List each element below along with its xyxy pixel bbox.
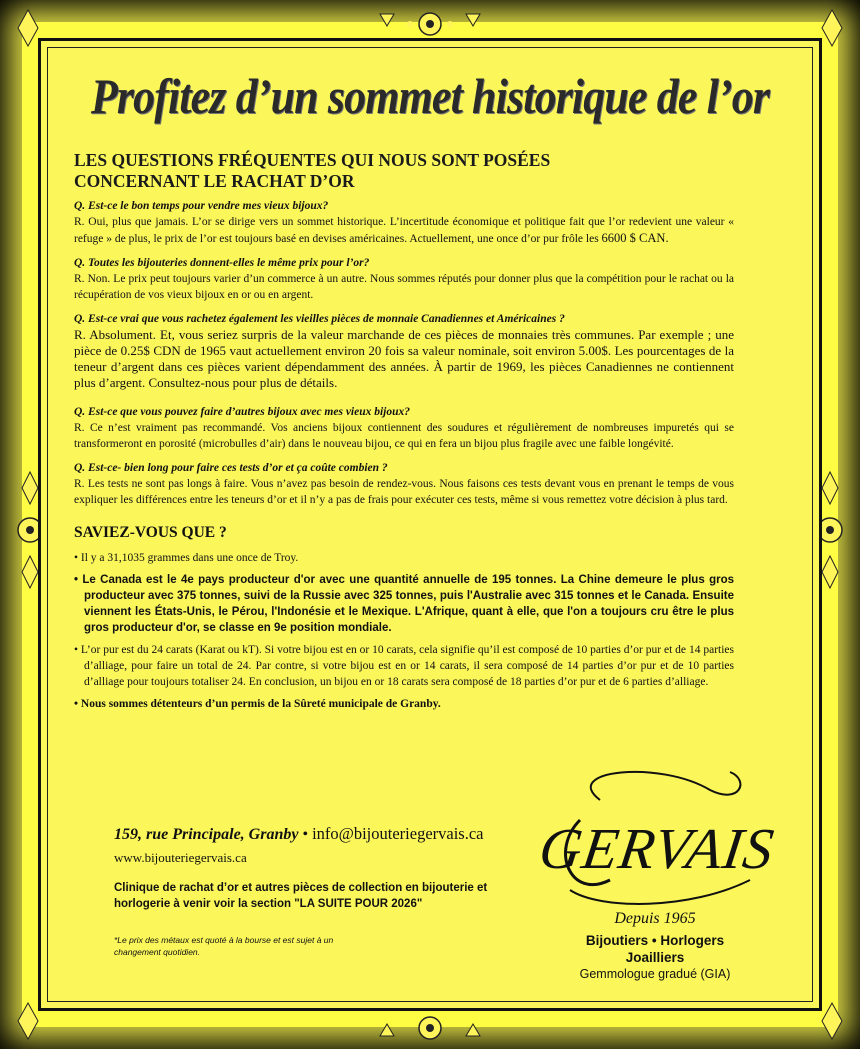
saviez-bullet-4: • Nous sommes détenteurs d’un permis de la Sûreté municipale de Granby.	[74, 698, 441, 710]
logo-wordmark: GERVAIS	[535, 816, 779, 881]
faq-question-2: Q. Toutes les bijouteries donnent-elles le même prix pour l’or?	[74, 257, 370, 269]
contact-separator: •	[298, 826, 313, 843]
contact-line	[114, 824, 483, 844]
faq-answer-3: R. Absolument. Et, vous seriez surpris de la valeur marchande de ces pièces de monnaies très communes. Par exemple ; une pièce de 0.25$ CDN de 1965 vaut actuellement environ 20 fois sa valeur nominale, soit environ 5.00$. Les pourcentages de la teneur d’argent dans ces pièces varient dépendamment des années. À partir de 1969, les pièces Canadiennes ne contiennent plus d’argent. Consultez-nous pour plus de détails.	[74, 327, 734, 390]
faq-heading	[74, 150, 734, 192]
logo-trades	[540, 932, 770, 966]
faq-question-3: Q. Est-ce vrai que vous rachetez également les vieilles pièces de monnaie Canadiennes et Américaines ?	[74, 313, 565, 325]
gold-price: 6600 $ CAN.	[601, 231, 669, 245]
faq-question-5: Q. Est-ce- bien long pour faire ces tests d’or et ça coûte combien ?	[74, 462, 388, 474]
faq-answer-4: R. Ce n’est vraiment pas recommandé. Vos anciens bijoux contiennent des soudures et régulièrement de nombreuses impuretés qui se transformeront en porosité (microbulles d’air) dans le nouveau bijou, ce qui en fera un bijou plus fragile avec une faible longévité.	[74, 422, 734, 450]
gervais-logo	[535, 760, 779, 1000]
faq-question-1: Q. Est-ce le bon temps pour vendre mes vieux bijoux?	[74, 200, 329, 212]
faq-heading-line1: LES QUESTIONS FRÉQUENTES QUI NOUS SONT POSÉES	[74, 150, 551, 170]
faq-answer-2: R. Non. Le prix peut toujours varier d’un commerce à un autre. Nous sommes réputés pour donner plus que la compétition pour le rachat ou la récupération de vos vieux bijoux en or ou en argent.	[74, 273, 734, 301]
email-link[interactable]: info@bijouteriegervais.ca	[312, 824, 484, 843]
saviez-bullet-3: • L’or pur est du 24 carats (Karat ou kT). Si votre bijou est en or 10 carats, cela signifie qu’il est composé de 10 parties d’or pur et de 14 parties d’alliage, pour faire un total de 24. Par contre, si votre bijou est en or 14 carats, il sera composé de 14 parties d’or pur et de 10 parties d’alliage pour toujours totaliser 24. En conclusion, un bijou en or 18 carats sera composé de 18 parties d’or pur et de 6 parties d’alliage.	[74, 644, 734, 688]
logo-trades-line2: Joailliers	[625, 950, 685, 965]
saviez-bullet-2: • Le Canada est le 4e pays producteur d'or avec une quantité annuelle de 195 tonnes. La Chine demeure le plus gros producteur avec 375 tonnes, suivi de la Russie avec 325 tonnes, puis l'Australie avec 315 tonnes et le Canada. Ensuite viennent les États-Unis, le Pérou, l'Indonésie et le Mexique. L'Afrique, quant à elle, que l'on a toujours cru être le plus gros producteur d'or, se classe en 9e position mondiale.	[74, 574, 734, 634]
faq-answer-1-text: R. Oui, plus que jamais. L’or se dirige vers un sommet historique. L’incertitude économique et politique fait que l’or redevient une valeur « refuge » de plus, le prix de l’or est toujours basé en devises américaines. Actuellement, une once d’or pur frôle les	[74, 216, 734, 245]
saviez-heading: SAVIEZ-VOUS QUE ?	[74, 524, 227, 541]
saviez-bullet-1: • Il y a 31,1035 grammes dans une once de Troy.	[74, 552, 299, 564]
faq-heading-line2: CONCERNANT LE RACHAT D’OR	[74, 171, 355, 191]
street-address: 159, rue Principale, Granby	[114, 826, 299, 843]
faq-section	[74, 150, 734, 718]
logo-gemmologue: Gemmologue gradué (GIA)	[579, 967, 731, 981]
faq-answer-1	[74, 214, 734, 247]
price-disclaimer: *Le prix des métaux est quoté à la bourse et est sujet à un changement quotidien.	[114, 935, 334, 957]
bottom-ornament-icon	[360, 1006, 500, 1048]
logo-trades-line1: Bijoutiers • Horlogers	[585, 933, 725, 948]
faq-answer-5: R. Les tests ne sont pas longs à faire. Vous n’avez pas besoin de rendez-vous. Nous faisons ces tests devant vous en prenant le temps de vous expliquer les différences entre les teneurs d’or et il n’y a pas de frais pour exécuter ces tests, même si vous remettez votre décision à plus tard.	[74, 478, 734, 506]
clinique-notice: Clinique de rachat d’or et autres pièces de collection en bijouterie et horlogerie à venir voir la section "LA SUITE POUR 2026"	[114, 882, 488, 910]
page-title: Profitez d’un sommet historique de l’or	[90, 68, 770, 124]
logo-depuis: Depuis 1965	[614, 910, 696, 927]
website-link[interactable]: www.bijouteriegervais.ca	[114, 850, 247, 865]
faq-question-4: Q. Est-ce que vous pouvez faire d’autres bijoux avec mes vieux bijoux?	[74, 406, 411, 418]
